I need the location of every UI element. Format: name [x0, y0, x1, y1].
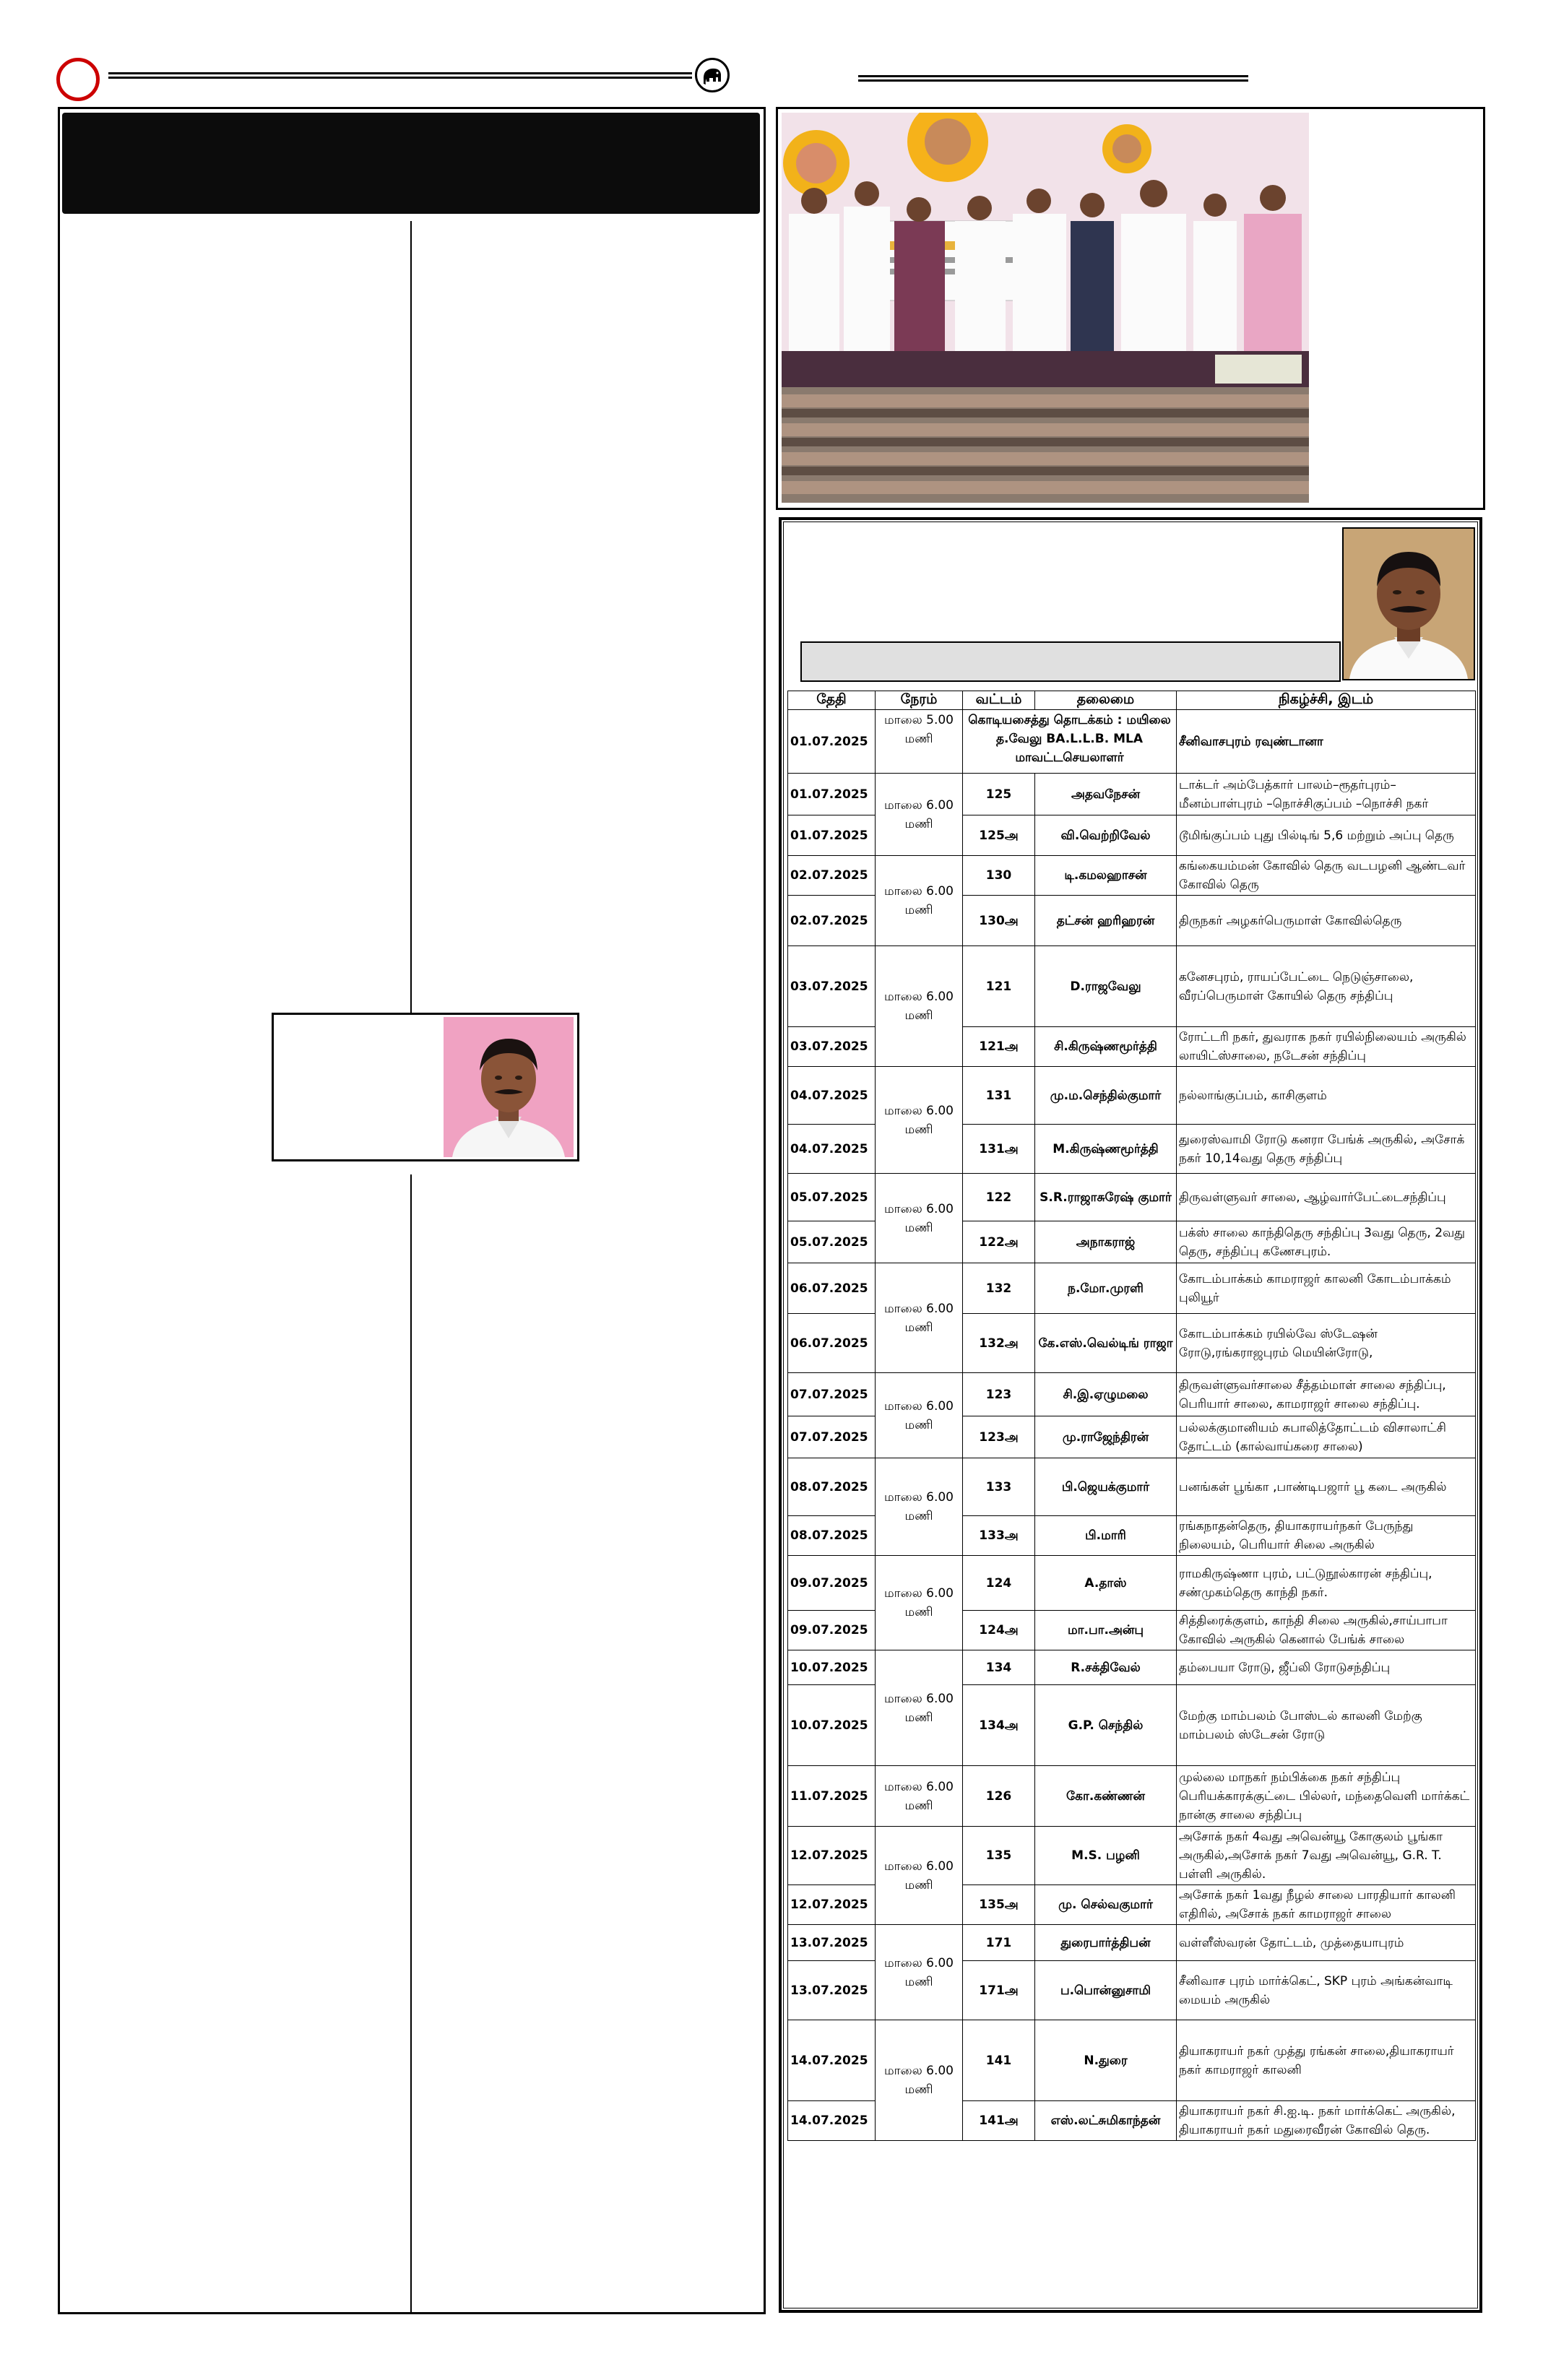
event-venue: திருவள்ளுவர்சாலை சீத்தம்மாள் சாலை சந்திப்பு, பெரியார் சாலை, காமராஜர் சாலை சந்திப்பு. — [1177, 1373, 1476, 1416]
leader-name: ந.மோ.முரளி — [1035, 1263, 1177, 1314]
table-row — [788, 1925, 1476, 1961]
event-date: 02.07.2025 — [788, 896, 876, 946]
leader-name: அநாகராஜ் — [1035, 1221, 1177, 1263]
leader-name: G.P. செந்தில் — [1035, 1685, 1177, 1766]
event-venue: கோடம்பாக்கம் ரயில்வே ஸ்டேஷன் ரோடு,ரங்கராஜபுரம் மெயின்ரோடு, — [1177, 1314, 1476, 1373]
event-time: மாலை 6.00 மணி — [876, 1556, 963, 1650]
event-date: 12.07.2025 — [788, 1827, 876, 1885]
event-time: மாலை 6.00 மணி — [876, 1174, 963, 1263]
table-header-row — [788, 691, 1476, 710]
header-rule-right — [858, 75, 1248, 82]
portrait-photo-right — [1342, 527, 1475, 680]
event-date: 08.07.2025 — [788, 1458, 876, 1516]
event-time: மாலை 6.00 மணி — [876, 1925, 963, 2020]
leader-name: பி.மாரி — [1035, 1516, 1177, 1556]
column-header-date: தேதி — [788, 691, 876, 710]
event-time: மாலை 6.00 மணி — [876, 1067, 963, 1174]
ward-number: 171அ — [963, 1961, 1035, 2020]
leader-name: S.R.ராஜாசுரேஷ் குமார் — [1035, 1174, 1177, 1221]
event-date: 01.07.2025 — [788, 815, 876, 856]
leader-name: மு.ராஜேந்திரன் — [1035, 1416, 1177, 1458]
event-date: 12.07.2025 — [788, 1885, 876, 1925]
event-venue: பல்லக்குமானியம் சுபாலித்தோட்டம் விசாலாட்சி தோட்டம் (கால்வாய்கரை சாலை) — [1177, 1416, 1476, 1458]
table-row — [788, 2020, 1476, 2101]
table-row — [788, 1827, 1476, 1885]
leader-name: கோ.கண்ணன் — [1035, 1766, 1177, 1827]
leader-name: பி.ஜெயக்குமார் — [1035, 1458, 1177, 1516]
table-row — [788, 1263, 1476, 1314]
ward-number: 126 — [963, 1766, 1035, 1827]
ward-number: 131 — [963, 1067, 1035, 1125]
leader-name: மு.ம.செந்தில்குமார் — [1035, 1067, 1177, 1125]
event-venue: ரங்கநாதன்தெரு, தியாகராயர்நகர் பேருந்து நிலையம், பெரியார் சிலை அருகில் — [1177, 1516, 1476, 1556]
event-venue: ரோட்டரி நகர், துவராக நகர் ரயில்நிலையம் அருகில் லாயிட்ஸ்சாலை, நடேசன் சந்திப்பு — [1177, 1027, 1476, 1067]
event-venue: தம்பையா ரோடு, ஜீப்லி ரோடுசந்திப்பு — [1177, 1650, 1476, 1685]
table-row — [788, 1174, 1476, 1221]
ward-number: 130அ — [963, 896, 1035, 946]
event-time: மாலை 6.00 மணி — [876, 1650, 963, 1766]
table-row — [788, 1067, 1476, 1125]
event-date: 03.07.2025 — [788, 946, 876, 1027]
flag-off-leader: கொடியசைத்து தொடக்கம் : மயிலை த.வேலு BA.L.L.B. MLA மாவட்டசெயலாளர் — [963, 710, 1177, 774]
event-time: மாலை 6.00 மணி — [876, 774, 963, 856]
leader-name: மு. செல்வகுமார் — [1035, 1885, 1177, 1925]
event-date: 13.07.2025 — [788, 1961, 876, 2020]
column-divider — [410, 1174, 412, 2313]
event-date: 13.07.2025 — [788, 1925, 876, 1961]
event-time: மாலை 6.00 மணி — [876, 1373, 963, 1458]
event-date: 01.07.2025 — [788, 710, 876, 774]
event-date: 09.07.2025 — [788, 1611, 876, 1650]
ward-number: 122 — [963, 1174, 1035, 1221]
headline-banner — [62, 113, 760, 214]
table-row — [788, 774, 1476, 815]
event-date: 04.07.2025 — [788, 1067, 876, 1125]
leader-name: D.ராஜவேலு — [1035, 946, 1177, 1027]
event-date: 07.07.2025 — [788, 1416, 876, 1458]
leader-name: டி.கமலஹாசன் — [1035, 856, 1177, 896]
ward-number: 135 — [963, 1827, 1035, 1885]
event-date: 07.07.2025 — [788, 1373, 876, 1416]
table-row — [788, 1373, 1476, 1416]
event-date: 10.07.2025 — [788, 1685, 876, 1766]
leader-name: துரைபார்த்திபன் — [1035, 1925, 1177, 1961]
event-date: 14.07.2025 — [788, 2101, 876, 2141]
column-header-time: நேரம் — [876, 691, 963, 710]
event-venue: கனேசபுரம், ராயப்பேட்டை நெடுஞ்சாலை, வீரப்பெருமாள் கோயில் தெரு சந்திப்பு — [1177, 946, 1476, 1027]
ward-number: 123 — [963, 1373, 1035, 1416]
event-date: 03.07.2025 — [788, 1027, 876, 1067]
ward-number: 125அ — [963, 815, 1035, 856]
event-date: 10.07.2025 — [788, 1650, 876, 1685]
event-date: 05.07.2025 — [788, 1174, 876, 1221]
event-venue: டாக்டர் அம்பேத்கார் பாலம்–ரூதர்புரம்– மீனம்பாள்புரம் –நொச்சிகுப்பம் –நொச்சி நகர் — [1177, 774, 1476, 815]
table-row — [788, 946, 1476, 1027]
event-time: மாலை 6.00 மணி — [876, 1458, 963, 1556]
ward-number: 122அ — [963, 1221, 1035, 1263]
event-date: 01.07.2025 — [788, 774, 876, 815]
event-venue: துரைஸ்வாமி ரோடு கனரா பேங்க் அருகில், அசோக் நகர் 10,14வது தெரு சந்திப்பு — [1177, 1125, 1476, 1174]
ward-number: 121அ — [963, 1027, 1035, 1067]
column-header-venue: நிகழ்ச்சி, இடம் — [1177, 691, 1476, 710]
event-time: மாலை 5.00 மணி — [876, 710, 963, 774]
event-time: மாலை 6.00 மணி — [876, 856, 963, 946]
column-divider — [410, 221, 412, 1013]
table-row — [788, 856, 1476, 896]
leader-name: தட்சன் ஹரிஹரன் — [1035, 896, 1177, 946]
event-venue: கோடம்பாக்கம் காமராஜர் காலனி கோடம்பாக்கம் புலியூர் — [1177, 1263, 1476, 1314]
ward-number: 132அ — [963, 1314, 1035, 1373]
event-venue: திருநகர் அழகர்பெருமாள் கோவில்தெரு — [1177, 896, 1476, 946]
leader-name: மா.பா.அன்பு — [1035, 1611, 1177, 1650]
leader-name: வி.வெற்றிவேல் — [1035, 815, 1177, 856]
table-row — [788, 1556, 1476, 1611]
event-time: மாலை 6.00 மணி — [876, 1827, 963, 1925]
table-row — [788, 1650, 1476, 1685]
event-venue: சீனிவாச புரம் மார்க்கெட், SKP புரம் அங்கன்வாடி மையம் அருகில் — [1177, 1961, 1476, 2020]
ward-number: 134அ — [963, 1685, 1035, 1766]
leader-name: R.சக்திவேல் — [1035, 1650, 1177, 1685]
leader-name: M.கிருஷ்ணமூர்த்தி — [1035, 1125, 1177, 1174]
table-row — [788, 1458, 1476, 1516]
ward-number: 133 — [963, 1458, 1035, 1516]
ward-number: 121 — [963, 946, 1035, 1027]
schedule-table — [787, 691, 1476, 2141]
ward-number: 133அ — [963, 1516, 1035, 1556]
leader-name: சி.கிருஷ்ணமூர்த்தி — [1035, 1027, 1177, 1067]
leader-name: N.துரை — [1035, 2020, 1177, 2101]
event-date: 06.07.2025 — [788, 1263, 876, 1314]
leader-name: எஸ்.லட்சுமிகாந்தன் — [1035, 2101, 1177, 2141]
header-rule-left — [108, 72, 692, 79]
event-date: 06.07.2025 — [788, 1314, 876, 1373]
ward-number: 124 — [963, 1556, 1035, 1611]
event-date: 04.07.2025 — [788, 1125, 876, 1174]
event-venue: முல்லை மாநகர் நம்பிக்கை நகர் சந்திப்பு பெரியக்காரக்குட்டை பில்லர், மந்தைவெளி மார்க்கட் நான்கு சாலை சந்திப்பு — [1177, 1766, 1476, 1827]
event-photo — [782, 113, 1309, 503]
event-venue: மேற்கு மாம்பலம் போஸ்டல் காலனி மேற்கு மாம்பலம் ஸ்டேசன் ரோடு — [1177, 1685, 1476, 1766]
ward-number: 123அ — [963, 1416, 1035, 1458]
ward-number: 125 — [963, 774, 1035, 815]
ward-number: 130 — [963, 856, 1035, 896]
ward-number: 132 — [963, 1263, 1035, 1314]
event-venue: தியாகராயர் நகர் முத்து ரங்கன் சாலை,தியாகராயர் நகர் காமராஜர் காலனி — [1177, 2020, 1476, 2101]
event-date: 11.07.2025 — [788, 1766, 876, 1827]
event-venue: வள்ளீஸ்வரன் தோட்டம், முத்தையாபுரம் — [1177, 1925, 1476, 1961]
event-date: 08.07.2025 — [788, 1516, 876, 1556]
story-panel — [58, 107, 766, 2314]
leader-name: சி.இ.ஏழுமலை — [1035, 1373, 1177, 1416]
flag-off-row — [788, 710, 1476, 774]
event-venue: சீனிவாசபுரம் ரவுண்டானா — [1177, 710, 1476, 774]
column-header-ward: வட்டம் — [963, 691, 1035, 710]
page-number-badge — [56, 58, 100, 101]
leader-name: M.S. பழனி — [1035, 1827, 1177, 1885]
event-venue: அசோக் நகர் 4வது அவென்யூ கோகுலம் பூங்கா அருகில்,அசோக் நகர் 7வது அவென்யூ, G.R. T. பள்ளி அருகில். — [1177, 1827, 1476, 1885]
ward-number: 134 — [963, 1650, 1035, 1685]
schedule-title-bar — [800, 641, 1341, 682]
event-venue: பனங்கள் பூங்கா ,பாண்டிபஜார் பூ கடை அருகில் — [1177, 1458, 1476, 1516]
event-venue: பக்ஸ் சாலை காந்திதெரு சந்திப்பு 3வது தெரு, 2வது தெரு, சந்திப்பு கணேசபுரம். — [1177, 1221, 1476, 1263]
event-date: 02.07.2025 — [788, 856, 876, 896]
ward-number: 141 — [963, 2020, 1035, 2101]
column-header-leader: தலைமை — [1035, 691, 1177, 710]
event-time: மாலை 6.00 மணி — [876, 946, 963, 1067]
event-time: மாலை 6.00 மணி — [876, 2020, 963, 2141]
ward-number: 171 — [963, 1925, 1035, 1961]
event-venue: கங்கையம்மன் கோவில் தெரு வடபழனி ஆண்டவர் கோவில் தெரு — [1177, 856, 1476, 896]
event-venue: திருவள்ளுவர் சாலை, ஆழ்வார்பேட்டைசந்திப்பு — [1177, 1174, 1476, 1221]
event-date: 05.07.2025 — [788, 1221, 876, 1263]
table-row — [788, 1766, 1476, 1827]
event-date: 09.07.2025 — [788, 1556, 876, 1611]
leader-name: ப.பொன்னுசாமி — [1035, 1961, 1177, 2020]
ward-number: 135அ — [963, 1885, 1035, 1925]
event-time: மாலை 6.00 மணி — [876, 1766, 963, 1827]
event-venue: தியாகராயர் நகர் சி.ஐ.டி. நகர் மார்க்கெட் அருகில், தியாகராயர் நகர் மதுரைவீரன் கோவில் தெரு. — [1177, 2101, 1476, 2141]
leader-name: A.தாஸ் — [1035, 1556, 1177, 1611]
event-venue: நல்லாங்குப்பம், காசிகுளம் — [1177, 1067, 1476, 1125]
ward-number: 124அ — [963, 1611, 1035, 1650]
elephant-logo-icon — [695, 58, 730, 92]
leader-name: அதவநேசன் — [1035, 774, 1177, 815]
event-venue: அசோக் நகர் 1வது நீழல் சாலை பாரதியார் காலனி எதிரில், அசோக் நகர் காமராஜர் சாலை — [1177, 1885, 1476, 1925]
event-venue: டூமிங்குப்பம் புது பில்டிங் 5,6 மற்றும் அப்பு தெரு — [1177, 815, 1476, 856]
event-time: மாலை 6.00 மணி — [876, 1263, 963, 1373]
portrait-photo-left — [444, 1017, 574, 1157]
event-venue: சித்திரைக்குளம், காந்தி சிலை அருகில்,சாய்பாபா கோவில் அருகில் கெனால் பேங்க் சாலை — [1177, 1611, 1476, 1650]
event-date: 14.07.2025 — [788, 2020, 876, 2101]
event-venue: ராமகிருஷ்ணா புரம், பட்டுநூல்காரன் சந்திப்பு, சண்முகம்தெரு காந்தி நகர். — [1177, 1556, 1476, 1611]
ward-number: 131அ — [963, 1125, 1035, 1174]
leader-name: கே.எஸ்.வெல்டிங் ராஜா — [1035, 1314, 1177, 1373]
ward-number: 141அ — [963, 2101, 1035, 2141]
